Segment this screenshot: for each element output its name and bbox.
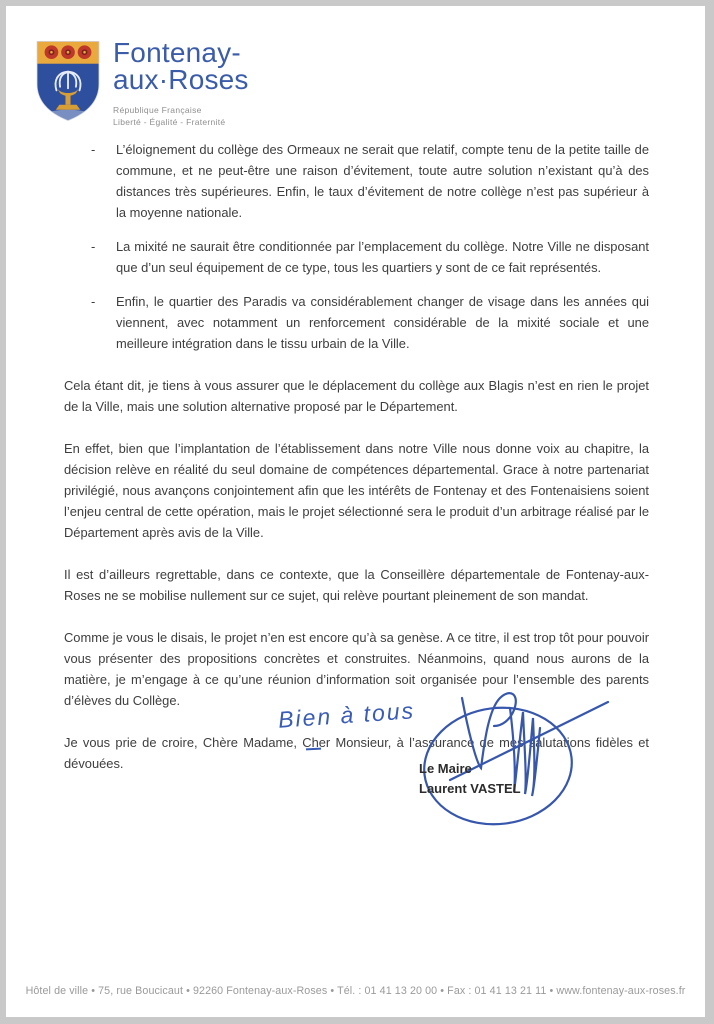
republique-subtitle [113, 104, 249, 128]
letter-page [6, 6, 705, 1017]
bullet-item: - La mixité ne saurait être conditionnée par l’emplacement du collège. Notre Ville ne disposant que d’un seul équipement de ce type, tous les quartiers y sont de ce fait représentés. [64, 236, 649, 278]
subtitle-line2: Liberté - Égalité - Fraternité [113, 117, 226, 127]
paragraph: Il est d’ailleurs regrettable, dans ce contexte, que la Conseillère départementale de Fontenay-aux-Roses ne se mobilise nullement sur ce sujet, qui relève pourtant pleinement de son mandat. [64, 567, 649, 603]
bullet-item: - L’éloignement du collège des Ormeaux ne serait que relatif, compte tenu de la petite taille de commune, et ne peut-être une raison d’évitement, toute autre solution n’existant qu’à des distances très supérieures. Enfin, le taux d’évitement de notre collège n’est pas supérieur à la moyenne nationale. [64, 139, 649, 223]
signatory-name: Laurent VASTEL [419, 781, 521, 796]
subtitle-line1: République Française [113, 105, 202, 115]
handwritten-note: Bien à tous [277, 697, 416, 733]
signatory-title: Le Maire [419, 761, 472, 776]
rose-icon [45, 45, 59, 59]
signature-area [6, 686, 705, 836]
signatory-block [419, 759, 521, 799]
paragraph: Comme je vous le disais, le projet n’en est encore qu’à sa genèse. A ce titre, il est trop tôt pour pouvoir vous présenter des propositions concrètes et construites. Néanmoins, quand nous aurons de la matière, je m’engage à ce qu’une réunion d’information soit organisée pour l’ensemble des parents d’élèves du Collège. [64, 630, 649, 708]
coat-of-arms-icon [32, 36, 104, 126]
city-name-line2: aux·Roses [113, 64, 249, 95]
handwritten-dash [306, 748, 321, 751]
paragraph: Je vous prie de croire, Chère Madame, Cher Monsieur, à l’assurance de mes salutations fidèles et dévouées. [64, 735, 649, 771]
bullet-item: - Enfin, le quartier des Paradis va considérablement changer de visage dans les années qui viennent, avec notamment un renforcement considérable de la mixité sociale et une meilleure intégration dans le tissu urbain de la Ville. [64, 291, 649, 354]
rose-icon [61, 45, 75, 59]
letterhead [32, 36, 249, 128]
footer-address: Hôtel de ville • 75, rue Boucicaut • 92260 Fontenay-aux-Roses • Tél. : 01 41 13 20 00 • Fax : 01 41 13 21 11 • www.fontenay-aux-roses.fr [25, 985, 686, 997]
paragraph: Cela étant dit, je tiens à vous assurer que le déplacement du collège aux Blagis n’est en rien le projet de la Ville, mais une solution alternative proposé par le Département. [64, 378, 649, 414]
bullet-list [64, 139, 649, 354]
logo-text [113, 36, 249, 128]
paragraph: En effet, bien que l’implantation de l’établissement dans notre Ville nous donne voix au chapitre, la décision relève en réalité du seul domaine de compétences départemental. Grace à notre partenariat privilégié, nous avançons conjointement afin que les intérêts de Fontenay et des Fontenaisiens soient l’enjeu central de cette opération, mais le projet sélectionné sera le produit d’un arbitrage réalisé par le Département après avis de la Ville. [64, 441, 649, 540]
rose-icon [78, 45, 92, 59]
city-name-line1: Fontenay- [113, 37, 241, 68]
